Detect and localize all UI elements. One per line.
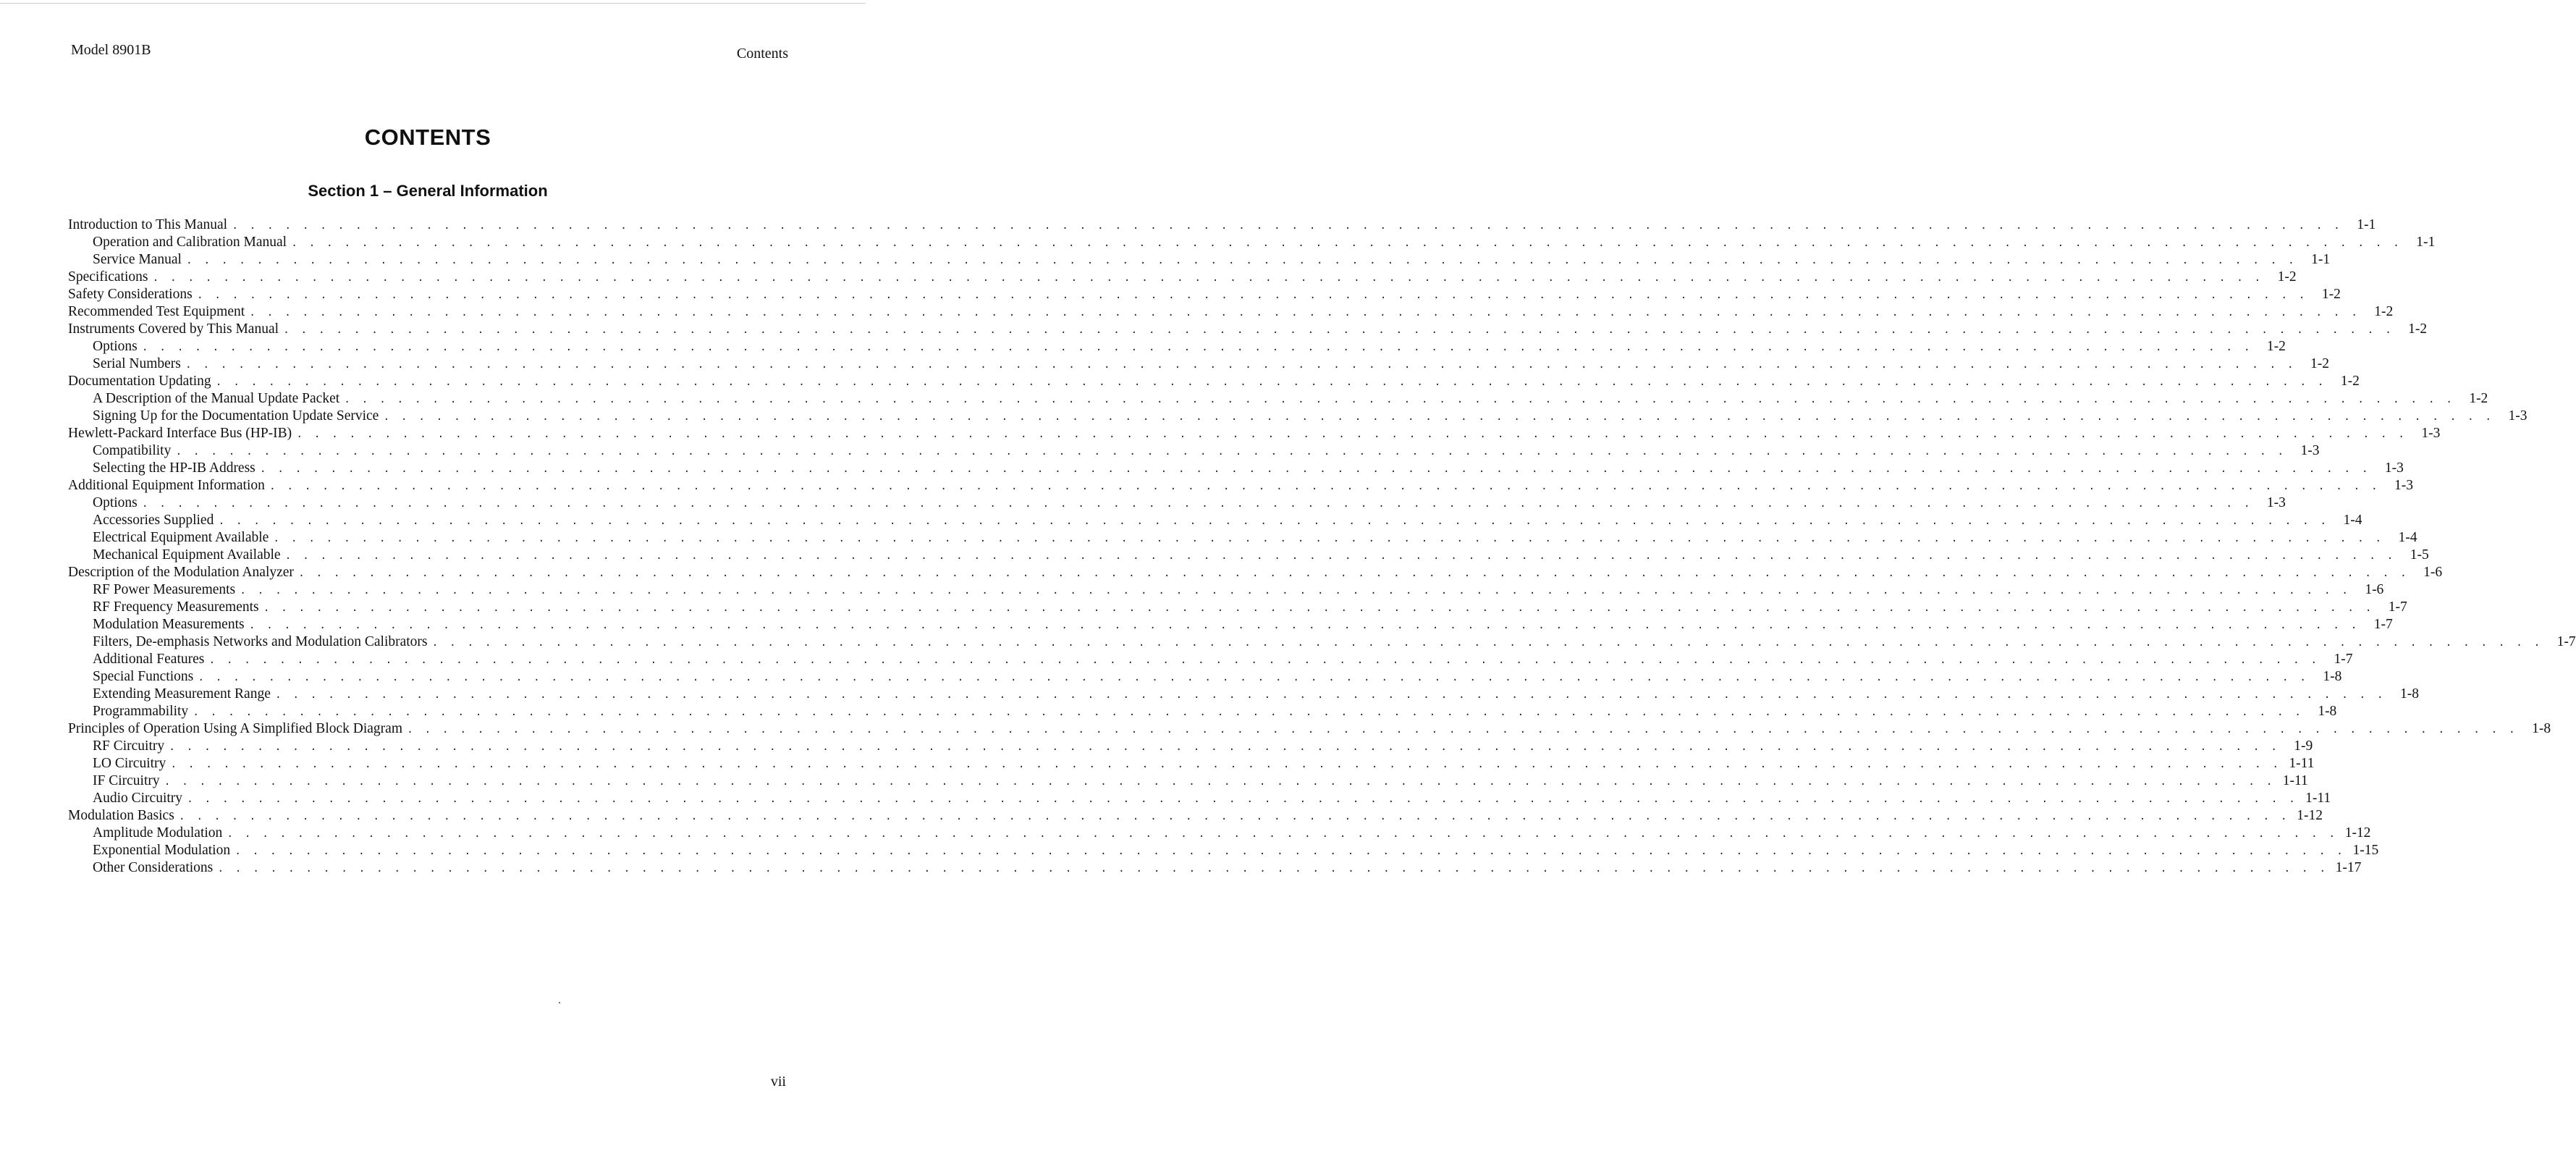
running-header-section: Contents (736, 46, 788, 62)
toc-entry-page: 1-5 (2410, 547, 2429, 563)
toc-dot-leader: . . . . . . . . . . . . . . . . . . . . . . . . . . . . . . . . . . . . . . . . . . . . . . . . . . . . . . . . . . . . . . . . . . . . . . . . . . . . . . . . . . . . . . . . . . . . . . . . . . . . . . . . . . . . . . . . . . . . . . . . (196, 290, 2307, 302)
toc-dot-leader: . . . . . . . . . . . . . . . . . . . . . . . . . . . . . . . . . . . . . . . . . . . . . . . . . . . . . . . . . . . . . . . . . . . . . . . . . . . . . . . . . . . . . . . . . . . . . . . . . . . . . . . . . . . . . . . . . . . . . . . . (383, 411, 2494, 424)
toc-dot-leader: . . . . . . . . . . . . . . . . . . . . . . . . . . . . . . . . . . . . . . . . . . . . . . . . . . . . . . . . . . . . . . . . . . . . . . . . . . . . . . . . . . . . . . . . . . . . . . . . . . . . . . . . . . . . . . . . . . . . . . . . (185, 359, 2297, 371)
toc-entry (68, 216, 2376, 234)
toc-entry (68, 581, 2384, 599)
toc-dot-leader: . . . . . . . . . . . . . . . . . . . . . . . . . . . . . . . . . . . . . . . . . . . . . . . . . . . . . . . . . . . . . . . . . . . . . . . . . . . . . . . . . . . . . . . . . . . . . . . . . . . . . . . . . . . . . . . . . . . . . . . . (235, 846, 2346, 858)
toc-dot-leader: . . . . . . . . . . . . . . . . . . . . . . . . . . . . . . . . . . . . . . . . . . . . . . . . . . . . . . . . . . . . . . . . . . . . . . . . . . . . . . . . . . . . . . . . . . . . . . . . . . . . . . . . . . . . . . . . . . . . . . . . (274, 689, 2386, 702)
toc-dot-leader: . . . . . . . . . . . . . . . . . . . . . . . . . . . . . . . . . . . . . . . . . . . . . . . . . . . . . . . . . . . . . . . . . . . . . . . . . . . . . . . . . . . . . . . . . . . . . . . . . . . . . . . . . . . . . . . . . . . . . . . . (291, 237, 2402, 250)
toc-entry (68, 338, 2286, 355)
toc-dot-leader: . . . . . . . . . . . . . . . . . . . . . . . . . . . . . . . . . . . . . . . . . . . . . . . . . . . . . . . . . . . . . . . . . . . . . . . . . . . . . . . . . . . . . . . . . . . . . . . . . . . . . . . . . . . . . . . . . . . . . . . . (406, 724, 2518, 736)
toc-entry (68, 807, 2323, 825)
toc-entry-label: Filters, De-emphasis Networks and Modulation Calibrators (93, 634, 428, 649)
toc-entry (68, 512, 2362, 529)
toc-entry-label: Amplitude Modulation (93, 825, 223, 841)
toc-entry (68, 408, 2528, 425)
toc-entry-label: Exponential Modulation (93, 843, 231, 858)
toc-dot-leader: . . . . . . . . . . . . . . . . . . . . . . . . . . . . . . . . . . . . . . . . . . . . . . . . . . . . . . . . . . . . . . . . . . . . . . . . . . . . . . . . . . . . . . . . . . . . . . . . . . . . . . . . . . . . . . . . . . . . . . . . (227, 828, 2338, 841)
toc-dot-leader: . . . . . . . . . . . . . . . . . . . . . . . . . . . . . . . . . . . . . . . . . . . . . . . . . . . . . . . . . . . . . . . . . . . . . . . . . . . . . . . . . . . . . . . . . . . . . . . . . . . . . . . . . . . . . . . . . . . . . . . . (269, 481, 2381, 493)
toc-entry-page: 1-8 (2318, 704, 2337, 719)
toc-entry (68, 842, 2379, 859)
scan-speck (559, 1002, 560, 1003)
toc-entry-page: 1-8 (2532, 721, 2551, 736)
toc-entry-page: 1-3 (2421, 426, 2441, 441)
toc-entry-page: 1-1 (2357, 217, 2376, 232)
toc-entry (68, 269, 2297, 286)
toc-dot-leader: . . . . . . . . . . . . . . . . . . . . . . . . . . . . . . . . . . . . . . . . . . . . . . . . . . . . . . . . . . . . . . . . . . . . . . . . . . . . . . . . . . . . . . . . . . . . . . . . . . . . . . . . . . . . . . . . . . . . . . . . (283, 324, 2394, 337)
toc-entry (68, 564, 2443, 581)
toc-entry-label: Mechanical Equipment Available (93, 547, 281, 563)
running-header-model: Model 8901B (71, 42, 151, 58)
toc-entry-page: 1-2 (2374, 304, 2394, 319)
toc-entry-page: 1-2 (2277, 269, 2297, 285)
toc-entry-page: 1-2 (2408, 321, 2428, 337)
toc-entry-page: 1-15 (2352, 843, 2379, 858)
toc-entry (68, 286, 2341, 303)
toc-dot-leader: . . . . . . . . . . . . . . . . . . . . . . . . . . . . . . . . . . . . . . . . . . . . . . . . . . . . . . . . . . . . . . . . . . . . . . . . . . . . . . . . . . . . . . . . . . . . . . . . . . . . . . . . . . . . . . . . . . . . . . . . (232, 220, 2343, 232)
toc-dot-leader: . . . . . . . . . . . . . . . . . . . . . . . . . . . . . . . . . . . . . . . . . . . . . . . . . . . . . . . . . . . . . . . . . . . . . . . . . . . . . . . . . . . . . . . . . . . . . . . . . . . . . . . . . . . . . . . . . . . . . . . . (208, 654, 2320, 667)
toc-entry-page: 1-2 (2340, 374, 2360, 389)
toc-entry-label: RF Power Measurements (93, 582, 236, 597)
page-number: vii (770, 1074, 786, 1090)
toc-entry-label: Audio Circuitry (93, 791, 183, 806)
toc-entry-label: Options (93, 339, 138, 354)
toc-entry-page: 1-3 (2394, 478, 2414, 493)
toc-entry (68, 633, 2576, 651)
toc-entry (68, 373, 2360, 390)
toc-dot-leader: . . . . . . . . . . . . . . . . . . . . . . . . . . . . . . . . . . . . . . . . . . . . . . . . . . . . . . . . . . . . . . . . . . . . . . . . . . . . . . . . . . . . . . . . . . . . . . . . . . . . . . . . . . . . . . . . . . . . . . . . (178, 811, 2289, 823)
toc-entry (68, 477, 2414, 494)
toc-entry-page: 1-6 (2365, 582, 2384, 597)
toc-entry (68, 599, 2407, 616)
toc-entry-page: 1-8 (2323, 669, 2342, 684)
toc-entry-label: Operation and Calibration Manual (93, 235, 287, 250)
toc-dot-leader: . . . . . . . . . . . . . . . . . . . . . . . . . . . . . . . . . . . . . . . . . . . . . . . . . . . . . . . . . . . . . . . . . . . . . . . . . . . . . . . . . . . . . . . . . . . . . . . . . . . . . . . . . . . . . . . . . . . . . . . . (141, 342, 2252, 354)
toc-dot-leader: . . . . . . . . . . . . . . . . . . . . . . . . . . . . . . . . . . . . . . . . . . . . . . . . . . . . . . . . . . . . . . . . . . . . . . . . . . . . . . . . . . . . . . . . . . . . . . . . . . . . . . . . . . . . . . . . . . . . . . . . (198, 672, 2309, 684)
toc-entry (68, 547, 2429, 564)
toc-entry (68, 460, 2404, 477)
toc-dot-leader: . . . . . . . . . . . . . . . . . . . . . . . . . . . . . . . . . . . . . . . . . . . . . . . . . . . . . . . . . . . . . . . . . . . . . . . . . . . . . . . . . . . . . . . . . . . . . . . . . . . . . . . . . . . . . . . . . . . . . . . . (217, 863, 2328, 875)
toc-dot-leader: . . . . . . . . . . . . . . . . . . . . . . . . . . . . . . . . . . . . . . . . . . . . . . . . . . . . . . . . . . . . . . . . . . . . . . . . . . . . . . . . . . . . . . . . . . . . . . . . . . . . . . . . . . . . . . . . . . . . . . . . (259, 463, 2370, 476)
toc-entry-label: RF Circuitry (93, 738, 165, 754)
toc-entry-page: 1-11 (2282, 773, 2308, 788)
toc-entry (68, 738, 2313, 755)
toc-entry-page: 1-2 (2321, 287, 2341, 302)
toc-entry (68, 390, 2488, 408)
toc-entry-label: A Description of the Manual Update Packet (93, 391, 340, 406)
toc-entry-page: 1-4 (2343, 513, 2362, 528)
toc-entry-label: RF Frequency Measurements (93, 599, 259, 615)
toc-entry-label: Options (93, 495, 138, 510)
toc-entry-label: Modulation Measurements (93, 617, 245, 632)
top-rule (0, 3, 866, 4)
toc-entry-label: Selecting the HP-IB Address (93, 460, 256, 476)
toc-dot-leader: . . . . . . . . . . . . . . . . . . . . . . . . . . . . . . . . . . . . . . . . . . . . . . . . . . . . . . . . . . . . . . . . . . . . . . . . . . . . . . . . . . . . . . . . . . . . . . . . . . . . . . . . . . . . . . . . . . . . . . . . (215, 376, 2326, 389)
toc-entry-label: Safety Considerations (68, 287, 193, 302)
toc-entry (68, 720, 2551, 738)
toc-dot-leader: . . . . . . . . . . . . . . . . . . . . . . . . . . . . . . . . . . . . . . . . . . . . . . . . . . . . . . . . . . . . . . . . . . . . . . . . . . . . . . . . . . . . . . . . . . . . . . . . . . . . . . . . . . . . . . . . . . . . . . . . (263, 602, 2374, 615)
toc-entry (68, 686, 2420, 703)
toc-entry-label: Accessories Supplied (93, 513, 214, 528)
toc-entry-label: Extending Measurement Range (93, 686, 271, 702)
toc-entry-page: 1-7 (2388, 599, 2407, 615)
toc-entry (68, 234, 2436, 251)
toc-entry-page: 1-1 (2416, 235, 2436, 250)
toc-entry-page: 1-9 (2294, 738, 2313, 754)
toc-entry-page: 1-11 (2289, 756, 2315, 771)
toc-dot-leader: . . . . . . . . . . . . . . . . . . . . . . . . . . . . . . . . . . . . . . . . . . . . . . . . . . . . . . . . . . . . . . . . . . . . . . . . . . . . . . . . . . . . . . . . . . . . . . . . . . . . . . . . . . . . . . . . . . . . . . . . (431, 637, 2543, 649)
toc-entry-label: Programmability (93, 704, 189, 719)
toc-entry-page: 1-7 (2373, 617, 2393, 632)
page-title: CONTENTS (364, 125, 491, 150)
toc-entry-page: 1-4 (2398, 530, 2417, 545)
toc-entry-label: Special Functions (93, 669, 194, 684)
toc-dot-leader: . . . . . . . . . . . . . . . . . . . . . . . . . . . . . . . . . . . . . . . . . . . . . . . . . . . . . . . . . . . . . . . . . . . . . . . . . . . . . . . . . . . . . . . . . . . . . . . . . . . . . . . . . . . . . . . . . . . . . . . . (164, 776, 2275, 788)
toc-entry-page: 1-3 (2266, 495, 2286, 510)
toc-entry-page: 1-3 (2384, 460, 2404, 476)
toc-entry-label: Introduction to This Manual (68, 217, 228, 232)
toc-entry-label: Additional Features (93, 652, 205, 667)
toc-entry-label: Service Manual (93, 252, 182, 267)
toc-entry-page: 1-7 (2334, 652, 2353, 667)
toc-dot-leader: . . . . . . . . . . . . . . . . . . . . . . . . . . . . . . . . . . . . . . . . . . . . . . . . . . . . . . . . . . . . . . . . . . . . . . . . . . . . . . . . . . . . . . . . . . . . . . . . . . . . . . . . . . . . . . . . . . . . . . . . (170, 759, 2281, 771)
toc-entry-page: 1-6 (2423, 565, 2443, 580)
toc-entry-page: 1-3 (2508, 408, 2528, 424)
section-heading: Section 1 – General Information (308, 182, 548, 200)
toc-dot-leader: . . . . . . . . . . . . . . . . . . . . . . . . . . . . . . . . . . . . . . . . . . . . . . . . . . . . . . . . . . . . . . . . . . . . . . . . . . . . . . . . . . . . . . . . . . . . . . . . . . . . . . . . . . . . . . . . . . . . . . . . (344, 394, 2455, 406)
toc-entry-page: 1-12 (2297, 808, 2323, 823)
toc-entry (68, 825, 2371, 842)
toc-entry-page: 1-2 (2266, 339, 2286, 354)
toc-entry-label: Additional Equipment Information (68, 478, 265, 493)
toc-entry (68, 425, 2441, 442)
toc-dot-leader: . . . . . . . . . . . . . . . . . . . . . . . . . . . . . . . . . . . . . . . . . . . . . . . . . . . . . . . . . . . . . . . . . . . . . . . . . . . . . . . . . . . . . . . . . . . . . . . . . . . . . . . . . . . . . . . . . . . . . . . . (248, 620, 2360, 632)
toc-dot-leader: . . . . . . . . . . . . . . . . . . . . . . . . . . . . . . . . . . . . . . . . . . . . . . . . . . . . . . . . . . . . . . . . . . . . . . . . . . . . . . . . . . . . . . . . . . . . . . . . . . . . . . . . . . . . . . . . . . . . . . . . (185, 255, 2297, 267)
toc-entry (68, 772, 2308, 790)
toc-dot-leader: . . . . . . . . . . . . . . . . . . . . . . . . . . . . . . . . . . . . . . . . . . . . . . . . . . . . . . . . . . . . . . . . . . . . . . . . . . . . . . . . . . . . . . . . . . . . . . . . . . . . . . . . . . . . . . . . . . . . . . . . (169, 741, 2280, 754)
toc-entry-label: Compatibility (93, 443, 172, 458)
toc-entry (68, 755, 2315, 772)
toc-entry-page: 1-12 (2344, 825, 2371, 841)
toc-entry-label: Signing Up for the Documentation Update Service (93, 408, 379, 424)
toc-dot-leader: . . . . . . . . . . . . . . . . . . . . . . . . . . . . . . . . . . . . . . . . . . . . . . . . . . . . . . . . . . . . . . . . . . . . . . . . . . . . . . . . . . . . . . . . . . . . . . . . . . . . . . . . . . . . . . . . . . . . . . . . (152, 272, 2263, 285)
toc-entry-label: Modulation Basics (68, 808, 174, 823)
toc-dot-leader: . . . . . . . . . . . . . . . . . . . . . . . . . . . . . . . . . . . . . . . . . . . . . . . . . . . . . . . . . . . . . . . . . . . . . . . . . . . . . . . . . . . . . . . . . . . . . . . . . . . . . . . . . . . . . . . . . . . . . . . . (273, 533, 2384, 545)
toc-dot-leader: . . . . . . . . . . . . . . . . . . . . . . . . . . . . . . . . . . . . . . . . . . . . . . . . . . . . . . . . . . . . . . . . . . . . . . . . . . . . . . . . . . . . . . . . . . . . . . . . . . . . . . . . . . . . . . . . . . . . . . . . (240, 585, 2351, 597)
toc-entry-label: Documentation Updating (68, 374, 211, 389)
toc-entry-page: 1-8 (2400, 686, 2420, 702)
toc-entry (68, 668, 2342, 686)
toc-entry-label: Electrical Equipment Available (93, 530, 269, 545)
toc-entry-page: 1-11 (2305, 791, 2331, 806)
toc-dot-leader: . . . . . . . . . . . . . . . . . . . . . . . . . . . . . . . . . . . . . . . . . . . . . . . . . . . . . . . . . . . . . . . . . . . . . . . . . . . . . . . . . . . . . . . . . . . . . . . . . . . . . . . . . . . . . . . . . . . . . . . . (296, 429, 2407, 441)
toc-dot-leader: . . . . . . . . . . . . . . . . . . . . . . . . . . . . . . . . . . . . . . . . . . . . . . . . . . . . . . . . . . . . . . . . . . . . . . . . . . . . . . . . . . . . . . . . . . . . . . . . . . . . . . . . . . . . . . . . . . . . . . . . (175, 446, 2286, 458)
toc-entry-label: IF Circuitry (93, 773, 160, 788)
toc-dot-leader: . . . . . . . . . . . . . . . . . . . . . . . . . . . . . . . . . . . . . . . . . . . . . . . . . . . . . . . . . . . . . . . . . . . . . . . . . . . . . . . . . . . . . . . . . . . . . . . . . . . . . . . . . . . . . . . . . . . . . . . . (297, 568, 2410, 580)
toc-entry (68, 303, 2394, 321)
toc-entry-page: 1-17 (2335, 860, 2362, 875)
toc-entry-label: Recommended Test Equipment (68, 304, 245, 319)
toc-entry (68, 442, 2320, 460)
toc-entry-label: LO Circuitry (93, 756, 166, 771)
toc-entry-label: Other Considerations (93, 860, 214, 875)
toc-entry-page: 1-7 (2556, 634, 2576, 649)
toc-entry (68, 321, 2428, 338)
toc-entry (68, 616, 2393, 633)
toc-dot-leader: . . . . . . . . . . . . . . . . . . . . . . . . . . . . . . . . . . . . . . . . . . . . . . . . . . . . . . . . . . . . . . . . . . . . . . . . . . . . . . . . . . . . . . . . . . . . . . . . . . . . . . . . . . . . . . . . . . . . . . . . (141, 498, 2252, 510)
toc-entry-page: 1-3 (2300, 443, 2320, 458)
toc-dot-leader: . . . . . . . . . . . . . . . . . . . . . . . . . . . . . . . . . . . . . . . . . . . . . . . . . . . . . . . . . . . . . . . . . . . . . . . . . . . . . . . . . . . . . . . . . . . . . . . . . . . . . . . . . . . . . . . . . . . . . . . . (218, 515, 2329, 528)
toc-entry (68, 529, 2417, 547)
toc-entry (68, 703, 2337, 720)
toc-entry-page: 1-2 (2469, 391, 2488, 406)
toc-dot-leader: . . . . . . . . . . . . . . . . . . . . . . . . . . . . . . . . . . . . . . . . . . . . . . . . . . . . . . . . . . . . . . . . . . . . . . . . . . . . . . . . . . . . . . . . . . . . . . . . . . . . . . . . . . . . . . . . . . . . . . . . (193, 707, 2304, 719)
toc-entry-label: Specifications (68, 269, 148, 285)
toc-entry-label: Principles of Operation Using A Simplified Block Diagram (68, 721, 402, 736)
toc-entry (68, 651, 2353, 668)
table-of-contents (68, 216, 2576, 877)
toc-entry (68, 251, 2331, 269)
toc-entry (68, 494, 2286, 512)
toc-dot-leader: . . . . . . . . . . . . . . . . . . . . . . . . . . . . . . . . . . . . . . . . . . . . . . . . . . . . . . . . . . . . . . . . . . . . . . . . . . . . . . . . . . . . . . . . . . . . . . . . . . . . . . . . . . . . . . . . . . . . . . . . (249, 307, 2360, 319)
toc-entry-label: Hewlett-Packard Interface Bus (HP-IB) (68, 426, 292, 441)
toc-entry-page: 1-2 (2310, 356, 2330, 371)
toc-entry-label: Serial Numbers (93, 356, 181, 371)
toc-entry-page: 1-1 (2311, 252, 2331, 267)
toc-entry (68, 355, 2330, 373)
toc-entry (68, 790, 2331, 807)
toc-dot-leader: . . . . . . . . . . . . . . . . . . . . . . . . . . . . . . . . . . . . . . . . . . . . . . . . . . . . . . . . . . . . . . . . . . . . . . . . . . . . . . . . . . . . . . . . . . . . . . . . . . . . . . . . . . . . . . . . . . . . . . . . (187, 793, 2298, 806)
toc-entry-label: Instruments Covered by This Manual (68, 321, 279, 337)
toc-entry (68, 859, 2362, 877)
toc-entry-label: Description of the Modulation Analyzer (68, 565, 294, 580)
toc-dot-leader: . . . . . . . . . . . . . . . . . . . . . . . . . . . . . . . . . . . . . . . . . . . . . . . . . . . . . . . . . . . . . . . . . . . . . . . . . . . . . . . . . . . . . . . . . . . . . . . . . . . . . . . . . . . . . . . . . . . . . . . . (284, 550, 2396, 563)
